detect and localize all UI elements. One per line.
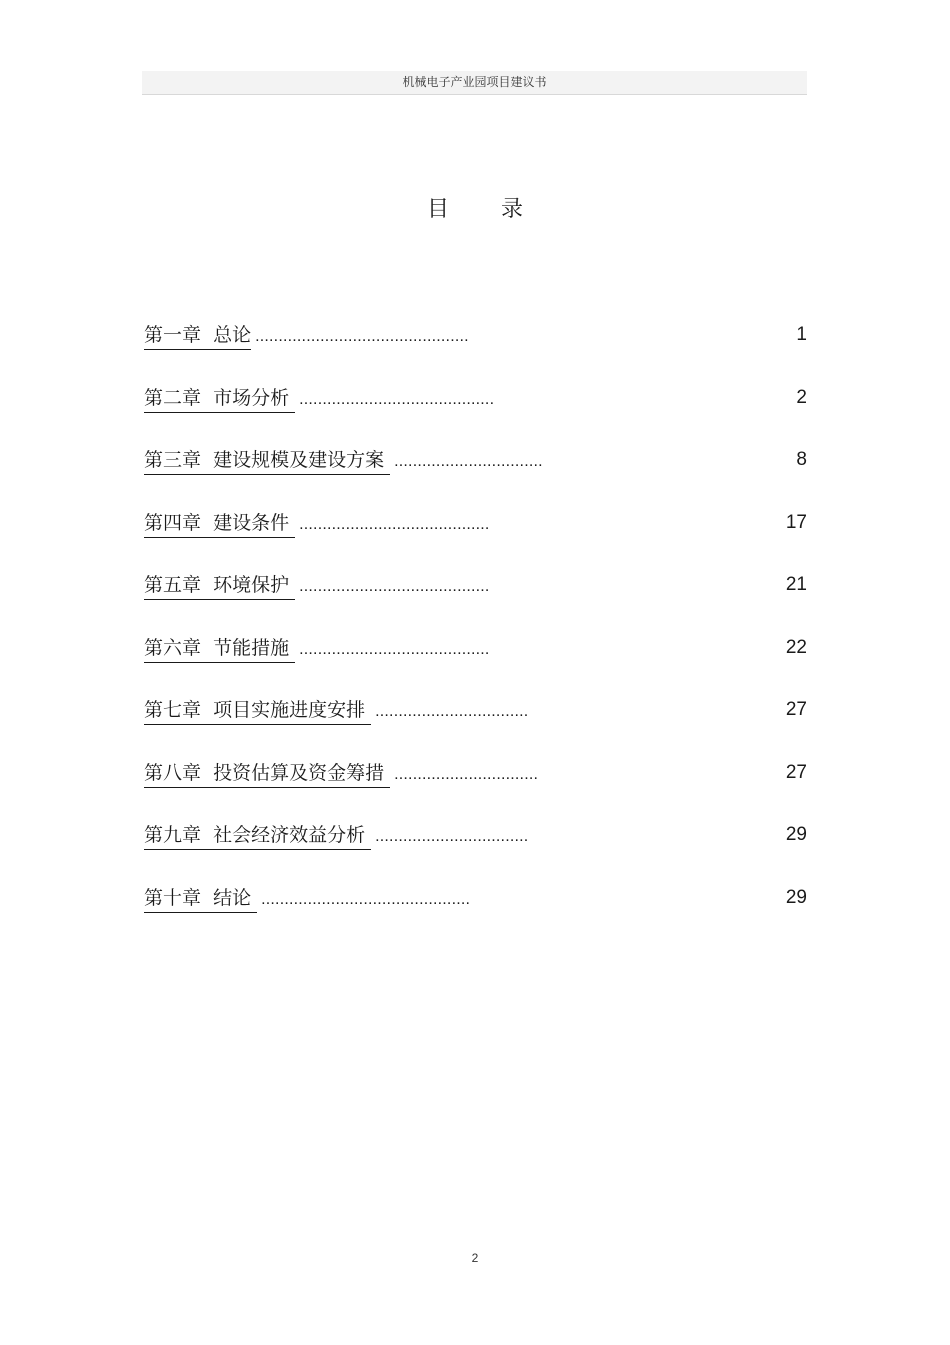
toc-title-part2: 录	[501, 197, 524, 222]
toc-entry-page: 2	[796, 386, 807, 408]
toc-entry-chapter-1[interactable]	[144, 318, 807, 381]
running-header	[142, 71, 807, 95]
toc-title	[0, 194, 950, 226]
toc-entry-leader: .........................................	[299, 640, 490, 658]
toc-title-part1: 目	[426, 197, 449, 222]
toc-entry-label[interactable]: 第四章 建设条件	[144, 510, 295, 538]
toc-entry-label[interactable]: 第六章 节能措施	[144, 635, 295, 663]
toc-entry-page: 29	[785, 886, 807, 908]
toc-entry-label[interactable]: 第十章 结论	[144, 885, 257, 913]
toc-entry-chapter-2[interactable]	[144, 381, 807, 444]
toc-entry-label[interactable]: 第一章 总论	[144, 322, 251, 350]
toc-entry-page: 8	[796, 449, 807, 470]
toc-entry-leader: .................................	[375, 828, 529, 845]
running-header-title: 机械电子产业园项目建议书	[402, 75, 547, 89]
toc-list	[144, 318, 807, 943]
toc-entry-label[interactable]: 第八章 投资估算及资金筹措	[144, 760, 390, 788]
toc-entry-label[interactable]: 第七章 项目实施进度安排	[144, 697, 371, 725]
toc-entry-leader: .........................................	[299, 515, 490, 533]
toc-entry-chapter-7[interactable]	[144, 693, 807, 756]
toc-entry-page: 22	[785, 636, 807, 658]
toc-entry-chapter-6[interactable]	[144, 631, 807, 694]
toc-entry-page: 21	[785, 574, 807, 595]
toc-entry-leader: .........................................	[299, 578, 490, 595]
page-number: 2	[471, 1251, 479, 1265]
toc-entry-chapter-10[interactable]	[144, 881, 807, 944]
toc-entry-leader: .................................	[375, 703, 529, 720]
toc-entry-chapter-9[interactable]	[144, 818, 807, 881]
toc-entry-chapter-4[interactable]	[144, 506, 807, 569]
toc-entry-leader: .............................................	[261, 890, 471, 908]
toc-entry-page: 17	[785, 511, 807, 533]
toc-entry-chapter-5[interactable]	[144, 568, 807, 631]
toc-entry-label[interactable]: 第九章 社会经济效益分析	[144, 822, 371, 850]
toc-entry-page: 1	[796, 324, 807, 345]
toc-entry-leader: ..............................................	[255, 328, 469, 345]
toc-entry-page: 29	[785, 824, 807, 845]
toc-entry-label[interactable]: 第二章 市场分析	[144, 385, 295, 413]
toc-entry-label[interactable]: 第五章 环境保护	[144, 572, 295, 600]
toc-entry-leader: ...............................	[394, 765, 539, 783]
toc-entry-leader: ..........................................	[299, 390, 495, 408]
toc-entry-page: 27	[785, 761, 807, 783]
toc-entry-chapter-8[interactable]	[144, 756, 807, 819]
toc-entry-label[interactable]: 第三章 建设规模及建设方案	[144, 447, 390, 475]
toc-entry-leader: ................................	[394, 453, 543, 470]
toc-entry-chapter-3[interactable]	[144, 443, 807, 506]
toc-entry-page: 27	[785, 699, 807, 720]
